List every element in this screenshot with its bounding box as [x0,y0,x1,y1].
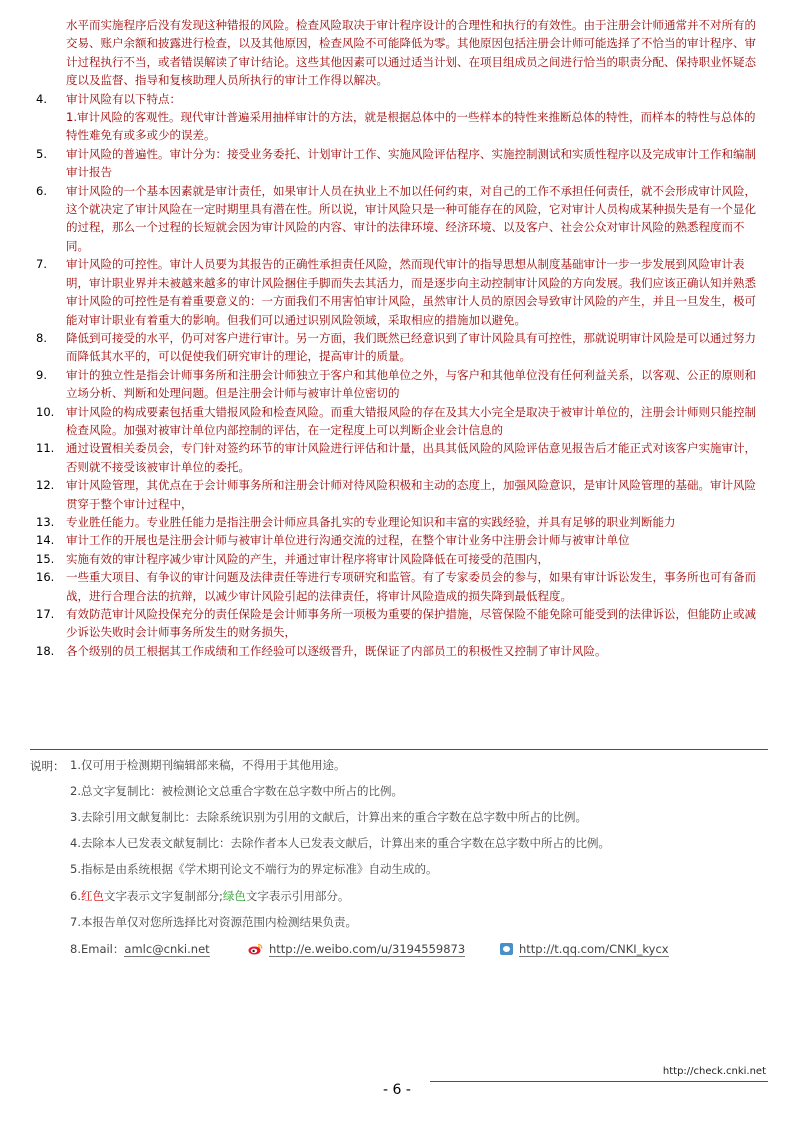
entry-number: 5. [36,146,47,161]
entry-text: 审计风险的构成要素包括重大错报风险和检查风险。而重大错报风险的存在及其大小完全是取决于被审计单位的，注册会计师则只能控制检查风险。加强对被审计单位内部控制的评估，在一定程度上可以判断企业会计信息的 [66,404,756,437]
report-entry [30,90,770,108]
entry-text: 实施有效的审计程序减少审计风险的产生，并通过审计程序将审计风险降低在可接受的范围内， [66,551,549,566]
entry-text: 专业胜任能力。专业胜任能力是指注册会计师应具备扎实的专业理论知识和丰富的实践经验，并具有足够的职业判断能力 [66,514,676,529]
section-divider [30,749,768,750]
note-5: 5.指标是由系统根据《学术期刊论文不端行为的界定标准》自动生成的。 [70,862,438,876]
report-entry [30,550,770,568]
report-entry [30,145,770,182]
entry-number: 13. [36,514,55,529]
report-entry [30,366,770,403]
entry-number: 6. [36,183,47,198]
weibo-item [248,942,465,956]
qq-item [500,942,669,956]
footer-url[interactable]: http://check.cnki.net [662,1066,766,1077]
entry-text: 审计风险的一个基本因素就是审计责任，如果审计人员在执业上不加以任何约束，对自己的工作不承担任何责任，就不会形成审计风险，这个就决定了审计风险在一定时期里具有潜在性。所以说，审计风险只是一种可能存在的风险，它对审计人员构成某种损失是有一个显化的过程，那么一个过程的长短就会因为审计风险的内容、审计的法律环境、经济环境、以及客户、社会公众对审计风险的熟悉程度而不同。 [66,183,756,253]
entry-text: 审计工作的开展也是注册会计师与被审计单位进行沟通交流的过程，在整个审计业务中注册会计师与被审计单位 [66,533,630,548]
report-entry [30,568,770,605]
entry-text: 各个级别的员工根据其工作成绩和工作经验可以逐级晋升，既保证了内部员工的积极性又控制了审计风险。 [66,643,607,658]
entry-number: 17. [36,607,55,621]
entry-number: 16. [36,570,55,585]
note-7: 7.本报告单仅对您所选择比对资源范围内检测结果负责。 [70,915,357,929]
entry-number: 18. [36,643,55,658]
report-entry [30,513,770,531]
report-entry [30,16,770,90]
report-entries [30,16,770,660]
entry-number: 14. [36,533,55,548]
report-entry [30,255,770,329]
entry-text: 审计的独立性是指会计师事务所和注册会计师独立于客户和其他单位之外，与客户和其他单位没有任何利益关系，以客观、公正的原则和立场分析、判断和处理问题。但是注册会计师与被审计单位密切的 [66,367,756,401]
entry-text: 一些重大项目、有争议的审计问题及法律责任等进行专项研究和监管。有了专家委员会的参与，如果有审计诉讼发生，事务所也可有备而战，进行合理合法的抗辩，以减少审计风险引起的法律责任，将审计风险造成的损失降到最低程度。 [66,570,756,603]
entry-text: 审计风险的可控性。审计人员要为其报告的正确性承担责任风险，然而现代审计的指导思想从制度基础审计一步一步发展到风险审计表明，审计职业界并未被越来越多的审计风险捆住手脚而失去其活力，而是逐步向主动控制审计风险的方向发展。我们应该正确认知并熟悉审计风险的可控性是有着重要意义的：一方面我们不用害怕审计风险，虽然审计人员的原因会导致审计风险的产生，并且一旦发生，极可能对审计职业有着重大的影响。但我们可以通过识别风险领域，采取相应的措施加以避免。 [66,257,756,327]
green-label: 绿色 [222,889,246,903]
note-3: 3.去除引用文献复制比：去除系统识别为引用的文献后，计算出来的重合字数在总字数中所占的比例。 [70,810,587,824]
note-4: 4.去除本人已发表文献复制比：去除作者本人已发表文献后，计算出来的重合字数在总字数中所占的比例。 [70,836,610,850]
report-entry [30,108,770,145]
entry-text: 有效防范审计风险投保充分的责任保险是会计师事务所一项极为重要的保护措施，尽管保险不能免除可能受到的法律诉讼，但能防止或减少诉讼失败时会计师事务所发生的财务损失， [66,607,756,640]
notes-label: 说明： [30,759,65,773]
red-label: 红色 [80,889,104,903]
report-entry [30,642,770,660]
email-item [70,942,210,956]
report-entry [30,605,770,642]
entry-number: 9. [36,367,47,382]
entry-number: 15. [36,551,55,566]
entry-text: 审计风险的普遍性。审计分为：接受业务委托、计划审计工作、实施风险评估程序、实施控制测试和实质性程序以及完成审计工作和编制审计报告 [66,146,756,180]
report-entry [30,329,770,366]
entry-text: 1.审计风险的客观性。现代审计普遍采用抽样审计的方法，就是根据总体中的一些样本的特性来推断总体的特性，而样本的特性与总体的特性难免有或多或少的误差。 [66,110,756,143]
entry-number: 11. [36,441,55,456]
report-entry [30,439,770,476]
qq-link[interactable]: http://t.qq.com/CNKI_kycx [519,942,669,956]
entry-text: 审计风险有以下特点： [66,91,181,106]
entry-text: 降低到可接受的水平，仍可对客户进行审计。另一方面，我们既然已经意识到了审计风险具有可控性，那就说明审计风险是可以通过努力而降低其水平的，可以促使我们研究审计的理论，提高审计的质量。 [66,330,756,364]
weibo-link[interactable]: http://e.weibo.com/u/3194559873 [269,942,466,956]
note-6 [70,889,349,903]
note-6-prefix: 6. [70,889,81,903]
page-number: - 6 - [383,1082,411,1098]
report-entry [30,531,770,549]
note-6-mid: 文字表示文字复制部分; [103,889,223,903]
entry-number: 7. [36,257,47,272]
entry-number: 12. [36,478,55,493]
email-label: 8.Email： [70,942,125,956]
contact-row [70,942,710,960]
note-1: 1.仅可用于检测期刊编辑部来稿，不得用于其他用途。 [70,758,346,772]
note-6-suffix: 文字表示引用部分。 [245,889,350,903]
weibo-icon [248,943,263,955]
report-entry [30,182,770,256]
report-entry [30,403,770,440]
entry-number: 4. [36,91,47,106]
entry-text: 水平而实施程序后没有发现这种错报的风险。检查风险取决于审计程序设计的合理性和执行的有效性。由于注册会计师通常并不对所有的交易、账户余额和披露进行检查，以及其他原因，检查风险不可能降低为零。其他原因包括注册会计师可能选择了不恰当的审计程序、审计过程执行不当，或者错误解读了审计结论。这些其他因素可以通过适当计划、在项目组成员之间进行恰当的职责分配、保持职业怀疑态度以及监督、指导和复核助理人员所执行的审计工作得以解决。 [66,18,756,88]
entry-number: 8. [36,330,47,345]
note-2: 2.总文字复制比：被检测论文总重合字数在总字数中所占的比例。 [70,784,403,798]
entry-number: 10. [36,404,55,419]
entry-text: 通过设置相关委员会，专门针对签约环节的审计风险进行评估和计量，出具其低风险的风险评估意见报告后才能正式对该客户实施审计，否则就不接受该被审计单位的委托。 [66,441,756,474]
entry-text: 审计风险管理，其优点在于会计师事务所和注册会计师对待风险积极和主动的态度上，加强风险意识，是审计风险管理的基础。审计风险贯穿于整个审计过程中， [66,478,756,511]
email-link[interactable]: amlc@cnki.net [124,942,210,956]
tencent-weibo-icon [500,943,513,955]
report-entry [30,476,770,513]
